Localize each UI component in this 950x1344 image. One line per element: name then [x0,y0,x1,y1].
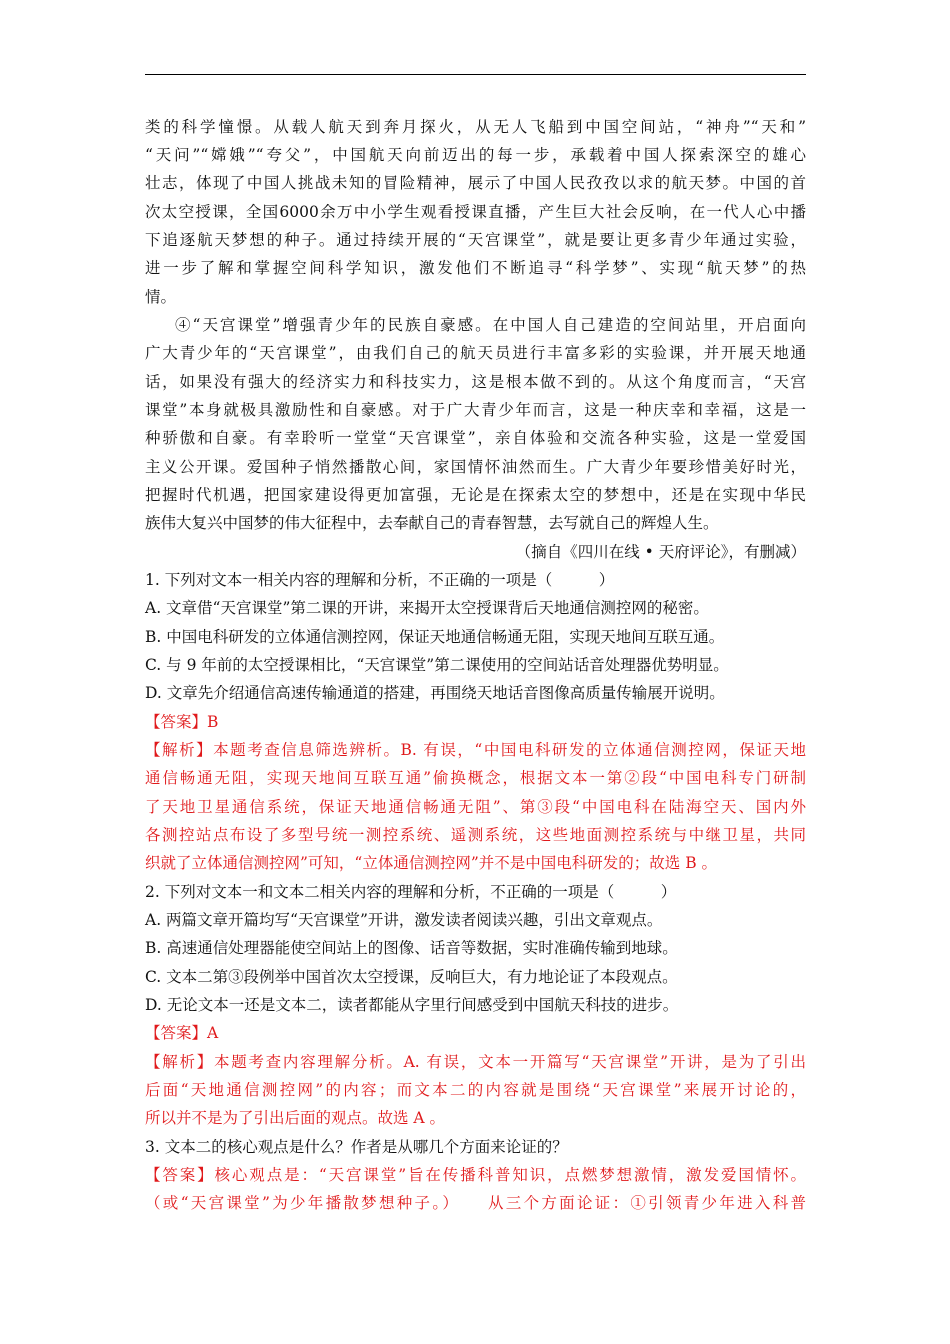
passage-line: “天问”“嫦娥”“夸父”，中国航天向前迈出的每一步，承载着中国人探索深空的雄心 [145,146,806,164]
passage-line: 情。 [145,288,177,306]
question-1-stem: 1. 下列对文本一相关内容的理解和分析，不正确的一项是（ ） [145,571,615,589]
passage-line: ④“天宫课堂”增强青少年的民族自豪感。在中国人自己建造的空间站里，开启面向 [175,316,806,334]
question-2-analysis-line: 【解析】本题考查内容理解分析。A. 有误，文本一开篇写“天宫课堂”开讲，是为了引出 [145,1053,806,1071]
passage-line: 进一步了解和掌握空间科学知识，激发他们不断追寻“科学梦”、实现“航天梦”的热 [145,259,806,277]
passage-line: 主义公开课。爱国种子悄然播散心间，家国情怀油然而生。广大青少年要珍惜美好时光， [145,458,806,476]
passage-line: 把握时代机遇，把国家建设得更加富强，无论是在探索太空的梦想中，还是在实现中华民 [145,486,806,504]
question-1-option-d: D. 文章先介绍通信高速传输通道的搭建，再围绕天地话音图像高质量传输展开说明。 [145,684,725,702]
question-2-analysis-line: 后面“天地通信测控网”的内容；而文本二的内容就是围绕“天宫课堂”来展开讨论的， [145,1081,806,1099]
question-2-answer: 【答案】A [145,1024,219,1042]
question-1-analysis-line: 织就了立体通信测控网”可知，“立体通信测控网”并不是中国电科研发的；故选 B 。 [145,854,718,872]
passage-line: 次太空授课，全国6000余万中小学生观看授课直播，产生巨大社会反响，在一代人心中播 [145,203,806,221]
question-1-analysis-line: 各测控站点布设了多型号统一测控系统、遥测系统，这些地面测控系统与中继卫星，共同 [145,826,806,844]
passage-line: 族伟大复兴中国梦的伟大征程中，去奉献自己的青春智慧，去写就自己的辉煌人生。 [145,514,719,532]
question-2-option-c: C. 文本二第③段例举中国首次太空授课，反响巨大，有力地论证了本段观点。 [145,968,678,986]
passage-line: 话，如果没有强大的经济实力和科技实力，这是根本做不到的。从这个角度而言，“天宫 [145,373,806,391]
question-2-stem: 2. 下列对文本一和文本二相关内容的理解和分析，不正确的一项是（ ） [145,883,677,901]
question-1-analysis-line: 【解析】本题考查信息筛选辨析。B. 有误，“中国电科研发的立体通信测控网，保证天地 [145,741,806,759]
question-2-option-b: B. 高速通信处理器能使空间站上的图像、话音等数据，实时准确传输到地球。 [145,939,678,957]
question-3-answer-line: （或“天宫课堂”为少年播散梦想种子。） 从三个方面论证：①引领青少年进入科普 [145,1194,806,1212]
question-3-answer-line: 【答案】核心观点是：“天宫课堂”旨在传播科普知识，点燃梦想激情，激发爱国情怀。 [145,1166,806,1184]
source-citation: （摘自《四川在线 • 天府评论》，有删减） [515,543,806,561]
question-2-option-d: D. 无论文本一还是文本二，读者都能从字里行间感受到中国航天科技的进步。 [145,996,679,1014]
passage-line: 种骄傲和自豪。有幸聆听一堂堂“天宫课堂”，亲自体验和交流各种实验，这是一堂爱国 [145,429,806,447]
question-3-stem: 3. 文本二的核心观点是什么？作者是从哪几个方面来论证的？ [145,1138,568,1156]
question-1-answer: 【答案】B [145,713,219,731]
passage-line: 类的科学憧憬。从载人航天到奔月探火，从无人飞船到中国空间站，“神舟”“天和” [145,118,806,136]
passage-line: 壮志，体现了中国人挑战未知的冒险精神，展示了中国人民孜孜以求的航天梦。中国的首 [145,174,806,192]
passage-line: 下追逐航天梦想的种子。通过持续开展的“天宫课堂”，就是要让更多青少年通过实验， [145,231,806,249]
header-rule [145,74,806,75]
passage-line: 课堂”本身就极具激励性和自豪感。对于广大青少年而言，这是一种庆幸和幸福，这是一 [145,401,806,419]
question-1-analysis-line: 通信畅通无阻，实现天地间互联互通”偷换概念，根据文本一第②段“中国电科专门研制 [145,769,806,787]
passage-line: 广大青少年的“天宫课堂”，由我们自己的航天员进行丰富多彩的实验课，并开展天地通 [145,344,806,362]
question-1-option-c: C. 与 9 年前的太空授课相比，“天宫课堂”第二课使用的空间站话音处理器优势明显。 [145,656,729,674]
question-1-analysis-line: 了天地卫星通信系统，保证天地通信畅通无阻”、第③段“中国电科在陆海空天、国内外 [145,798,806,816]
question-1-option-b: B. 中国电科研发的立体通信测控网，保证天地通信畅通无阻，实现天地间互联互通。 [145,628,725,646]
question-2-option-a: A. 两篇文章开篇均写“天宫课堂”开讲，激发读者阅读兴趣，引出文章观点。 [145,911,663,929]
question-2-analysis-line: 所以并不是为了引出后面的观点。故选 A 。 [145,1109,446,1127]
question-1-option-a: A. 文章借“天宫课堂”第二课的开讲，来揭开太空授课背后天地通信测控网的秘密。 [145,599,709,617]
